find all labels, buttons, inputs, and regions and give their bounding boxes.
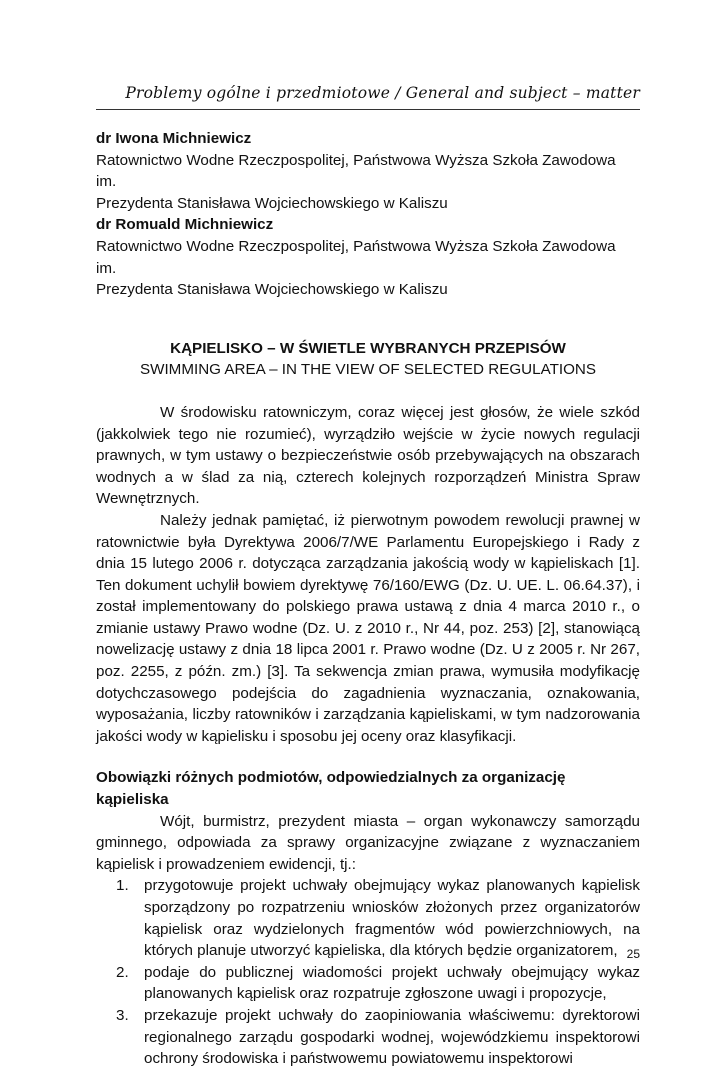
list-item [96, 1005, 640, 1070]
author-affiliation-line: Ratownictwo Wodne Rzeczpospolitej, Państwowa Wyższa Szkoła Zawodowa im. [96, 151, 616, 191]
duties-list [96, 875, 640, 1069]
author-affiliation-line: Prezydenta Stanisława Wojciechowskiego w Kaliszu [96, 194, 448, 212]
author-block-1 [96, 128, 640, 214]
article-title-block [96, 338, 640, 381]
author-name: dr Romuald Michniewicz [96, 216, 274, 234]
list-item [96, 875, 640, 961]
author-block-2 [96, 214, 640, 300]
list-item-text: przekazuje projekt uchwały do zaopiniowania właściwemu: dyrektorowi regionalnego zarządu gospodarki wodnej, wojewódzkiemu inspektorowi ochrony środowiska i państwowemu powiatowemu inspektorowi [144, 1006, 640, 1068]
header-rule [96, 109, 640, 110]
section-intro-paragraph: Wójt, burmistrz, prezydent miasta – organ wykonawczy samorządu gminnego, odpowiada za sprawy organizacyjne związane z wyznaczaniem kąpielisk i prowadzeniem ewidencji, tj.: [96, 812, 640, 873]
body-paragraph: W środowisku ratowniczym, coraz więcej jest głosów, że wiele szkód (jakkolwiek tego nie rozumieć), wyrządziło wejście w życie nowych regulacji prawnych, w tym ustawy o bezpieczeństwie osób przebywających na obszarach wodnych a w ślad za nią, czterech kolejnych rozporządzeń Ministra Spraw Wewnętrznych. [96, 403, 640, 508]
list-item [96, 962, 640, 1005]
section-heading: Obowiązki różnych podmiotów, odpowiedzialnych za organizację kąpieliska [96, 769, 566, 809]
list-item-number: 3. [116, 1006, 129, 1024]
page-number: 25 [626, 947, 640, 961]
author-name: dr Iwona Michniewicz [96, 130, 252, 147]
list-item-text: przygotowuje projekt uchwały obejmujący wykaz planowanych kąpielisk sporządzony po rozpatrzeniu wniosków złożonych przez organizatorów kąpielisk oraz wydzielonych fragmentów wód powierzchniowych, na których planuje utworzyć kąpieliska, dla których będzie organizatorem, [144, 877, 640, 960]
running-header: Problemy ogólne i przedmiotowe / General and subject – matter [125, 84, 640, 102]
body-paragraph: Należy jednak pamiętać, iż pierwotnym powodem rewolucji prawnej w ratownictwie była Dyrektywa 2006/7/WE Parlamentu Europejskiego i Rady z dnia 15 lutego 2006 r. dotycząca zarządzania jakością wody w kąpieliskach [1]. Ten dokument uchylił bowiem dyrektywę 76/160/EWG (Dz. U. UE. L. 06.64.37), i został implementowany do polskiego prawa ustawą z dnia 4 marca 2010 r., o zmianie ustawy Prawo wodne (Dz. U. z 2010 r., Nr 44, poz. 253) [2], stanowiącą nowelizację ustawy z dnia 18 lipca 2001 r. Prawo wodne (Dz. U z 2005 r. Nr 267, poz. 2255, z późn. zm.) [3]. Ta sekwencja zmian prawa, wymusiła modyfikację dotychczasowego podejścia do zagadnienia wyznaczania, oznakowania, wyposażania, liczby ratowników i zarządzania kąpieliskami, w tym nadzorowania jakości wody w kąpielisku i sposobu jej oceny oraz klasyfikacji. [96, 511, 640, 745]
article-title-english: SWIMMING AREA – IN THE VIEW OF SELECTED REGULATIONS [140, 361, 596, 379]
author-affiliation-line: Ratownictwo Wodne Rzeczpospolitej, Państwowa Wyższa Szkoła Zawodowa im. [96, 237, 616, 277]
author-affiliation-line: Prezydenta Stanisława Wojciechowskiego w Kaliszu [96, 281, 448, 299]
article-title-polish: KĄPIELISKO – W ŚWIETLE WYBRANYCH PRZEPISÓW [170, 339, 566, 357]
list-item-text: podaje do publicznej wiadomości projekt uchwały obejmujący wykaz planowanych kąpielisk oraz rozpatruje zgłoszone uwagi i propozycje, [144, 963, 640, 1003]
list-item-number: 2. [116, 963, 129, 981]
list-item-number: 1. [116, 877, 129, 895]
article-body [96, 128, 640, 1070]
